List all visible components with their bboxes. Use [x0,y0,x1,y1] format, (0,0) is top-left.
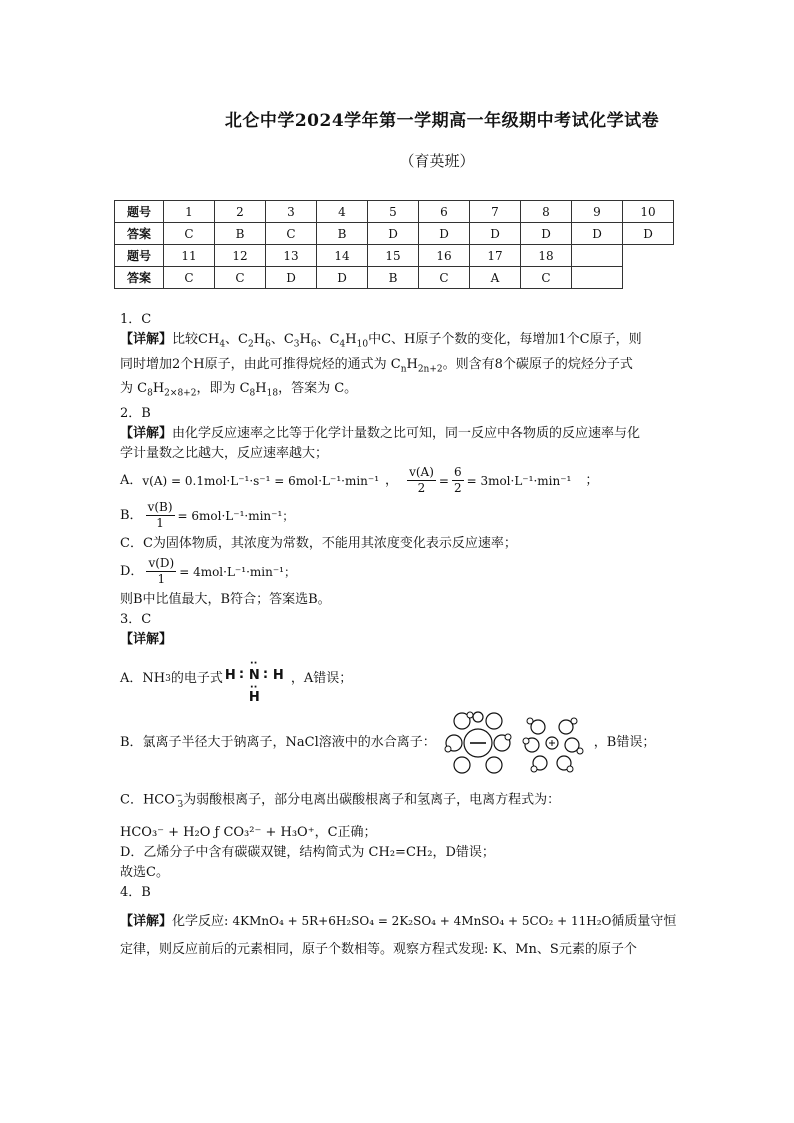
table-cell [572,267,623,289]
table-cell: 16 [419,245,470,267]
question-4-head: 4．B [120,884,151,900]
table-cell: 12 [215,245,266,267]
question-4-line: 【详解】化学反应: 4KMnO₄ + 5R+6H₂SO₄ = 2K₂SO₄ + 4MnSO₄ + 5CO₂ + 11H₂O循质量守恒 [120,913,677,929]
option-d: D． $\frac{v(D)}{1}$ = 4mol·L⁻¹·min⁻¹； [120,556,296,587]
table-cell: 1 [164,201,215,223]
table-cell: 10 [623,201,674,223]
table-cell: C [164,223,215,245]
table-cell: D [368,223,419,245]
detail-tag: 【详解】 [120,913,173,929]
detail-tag: 【详解】 [120,332,173,347]
page-title: 北仑中学2024学年第一学期高一年级期中考试化学试卷 [224,111,660,131]
table-cell: C [215,267,266,289]
solutions-body [120,310,685,960]
table-cell: 8 [521,201,572,223]
table-cell [572,245,623,267]
question-1-line: 同时增加2个H原子，由此可推得烷烃的通式为 $C_nH_{2n+2}$。则含有8个碳原子的烷烃分子式 [120,356,633,375]
ionization-equation: HCO₃⁻ + H₂O ƒ CO₃²⁻ + H₃O⁺，C正确； [120,824,377,840]
question-3-head: 3．C [120,611,152,627]
table-cell: C [266,223,317,245]
table-cell: C [419,267,470,289]
table-cell: D [521,223,572,245]
table-cell: 3 [266,201,317,223]
table-cell [623,267,674,289]
question-2-line: 【详解】由化学反应速率之比等于化学计量数之比可知，同一反应中各物质的反应速率与化 [120,425,641,441]
answer-label: 答案 [115,267,164,289]
table-cell: C [521,267,572,289]
table-cell: B [368,267,419,289]
table-cell: 2 [215,201,266,223]
table-cell: D [317,267,368,289]
question-4-line: 定律，则反应前后的元素相同，原子个数相等。观察方程式发现: K、Mn、S元素的原子个 [120,941,637,957]
question-2-line: 学计量数之比越大，反应速率越大； [120,445,329,461]
option-c: C．C为固体物质，其浓度为常数，不能用其浓度变化表示反应速率； [120,535,517,551]
table-cell: B [215,223,266,245]
table-cell: 13 [266,245,317,267]
table-cell: C [164,267,215,289]
option-b: B．氯离子半径大于钠离子，NaCl溶液中的水合离子： ，B错误； [120,708,685,778]
detail-tag: 【详解】 [120,631,173,647]
table-cell: B [317,223,368,245]
table-cell: 14 [317,245,368,267]
question-3-conclusion: 故选C。 [120,864,169,880]
table-cell: D [572,223,623,245]
option-d: D．乙烯分子中含有碳碳双键，结构简式为 CH₂=CH₂，D错误； [120,844,495,860]
table-row [115,201,674,223]
table-cell: 4 [317,201,368,223]
table-cell: 7 [470,201,521,223]
answer-label: 答案 [115,223,164,245]
table-cell: A [470,267,521,289]
page-subtitle: （育英班） [399,152,475,170]
question-2-head: 2．B [120,405,151,421]
header-label: 题号 [115,201,164,223]
table-cell: 11 [164,245,215,267]
option-b: B． $\frac{v(B)}{1}$ = 6mol·L⁻¹·min⁻¹； [120,500,295,531]
table-cell: 5 [368,201,419,223]
header-label: 题号 [115,245,164,267]
hydrated-ions-icon [440,711,590,775]
lewis-structure-icon: H : N ·· ·· : H H [224,657,284,705]
table-cell: 9 [572,201,623,223]
table-cell: 17 [470,245,521,267]
table-cell: D [419,223,470,245]
table-cell [623,245,674,267]
table-cell: D [266,267,317,289]
question-1-line: 为 $C_8H_{2\times 8+2}$，即为 $C_8H_{18}$，答案为 C。 [120,381,358,399]
option-a: A． v(A) = 0.1mol·L⁻¹·s⁻¹ = 6mol·L⁻¹·min⁻¹ ， $\frac{v(A)}{2}$ = $\frac{6}{2}$ = 3mol·L⁻¹·min⁻¹ ； [120,465,599,496]
table-cell: D [623,223,674,245]
detail-tag: 【详解】 [120,425,173,441]
option-c: C．$HCO^-_3$为弱酸根离子，部分电离出碳酸根离子和氢离子，电离方程式为： [120,790,561,810]
table-row [115,245,674,267]
question-1-head: 1．C [120,312,152,327]
table-row [115,267,674,289]
table-cell: 6 [419,201,470,223]
table-cell: 18 [521,245,572,267]
table-row [115,223,674,245]
table-cell: 15 [368,245,419,267]
table-cell: D [470,223,521,245]
question-2-conclusion: 则B中比值最大，B符合；答案选B。 [120,591,331,607]
answer-table [114,200,674,289]
question-1-line: 【详解】比较$CH_4$、$C_2H_6$、$C_3H_6$、$C_4H_{10}$中C、H原子个数的变化，每增加1个C原子，则 [120,332,642,350]
option-a: A．NH 3 的电子式 H : N ·· ·· : H H ，A错误； [120,650,685,708]
